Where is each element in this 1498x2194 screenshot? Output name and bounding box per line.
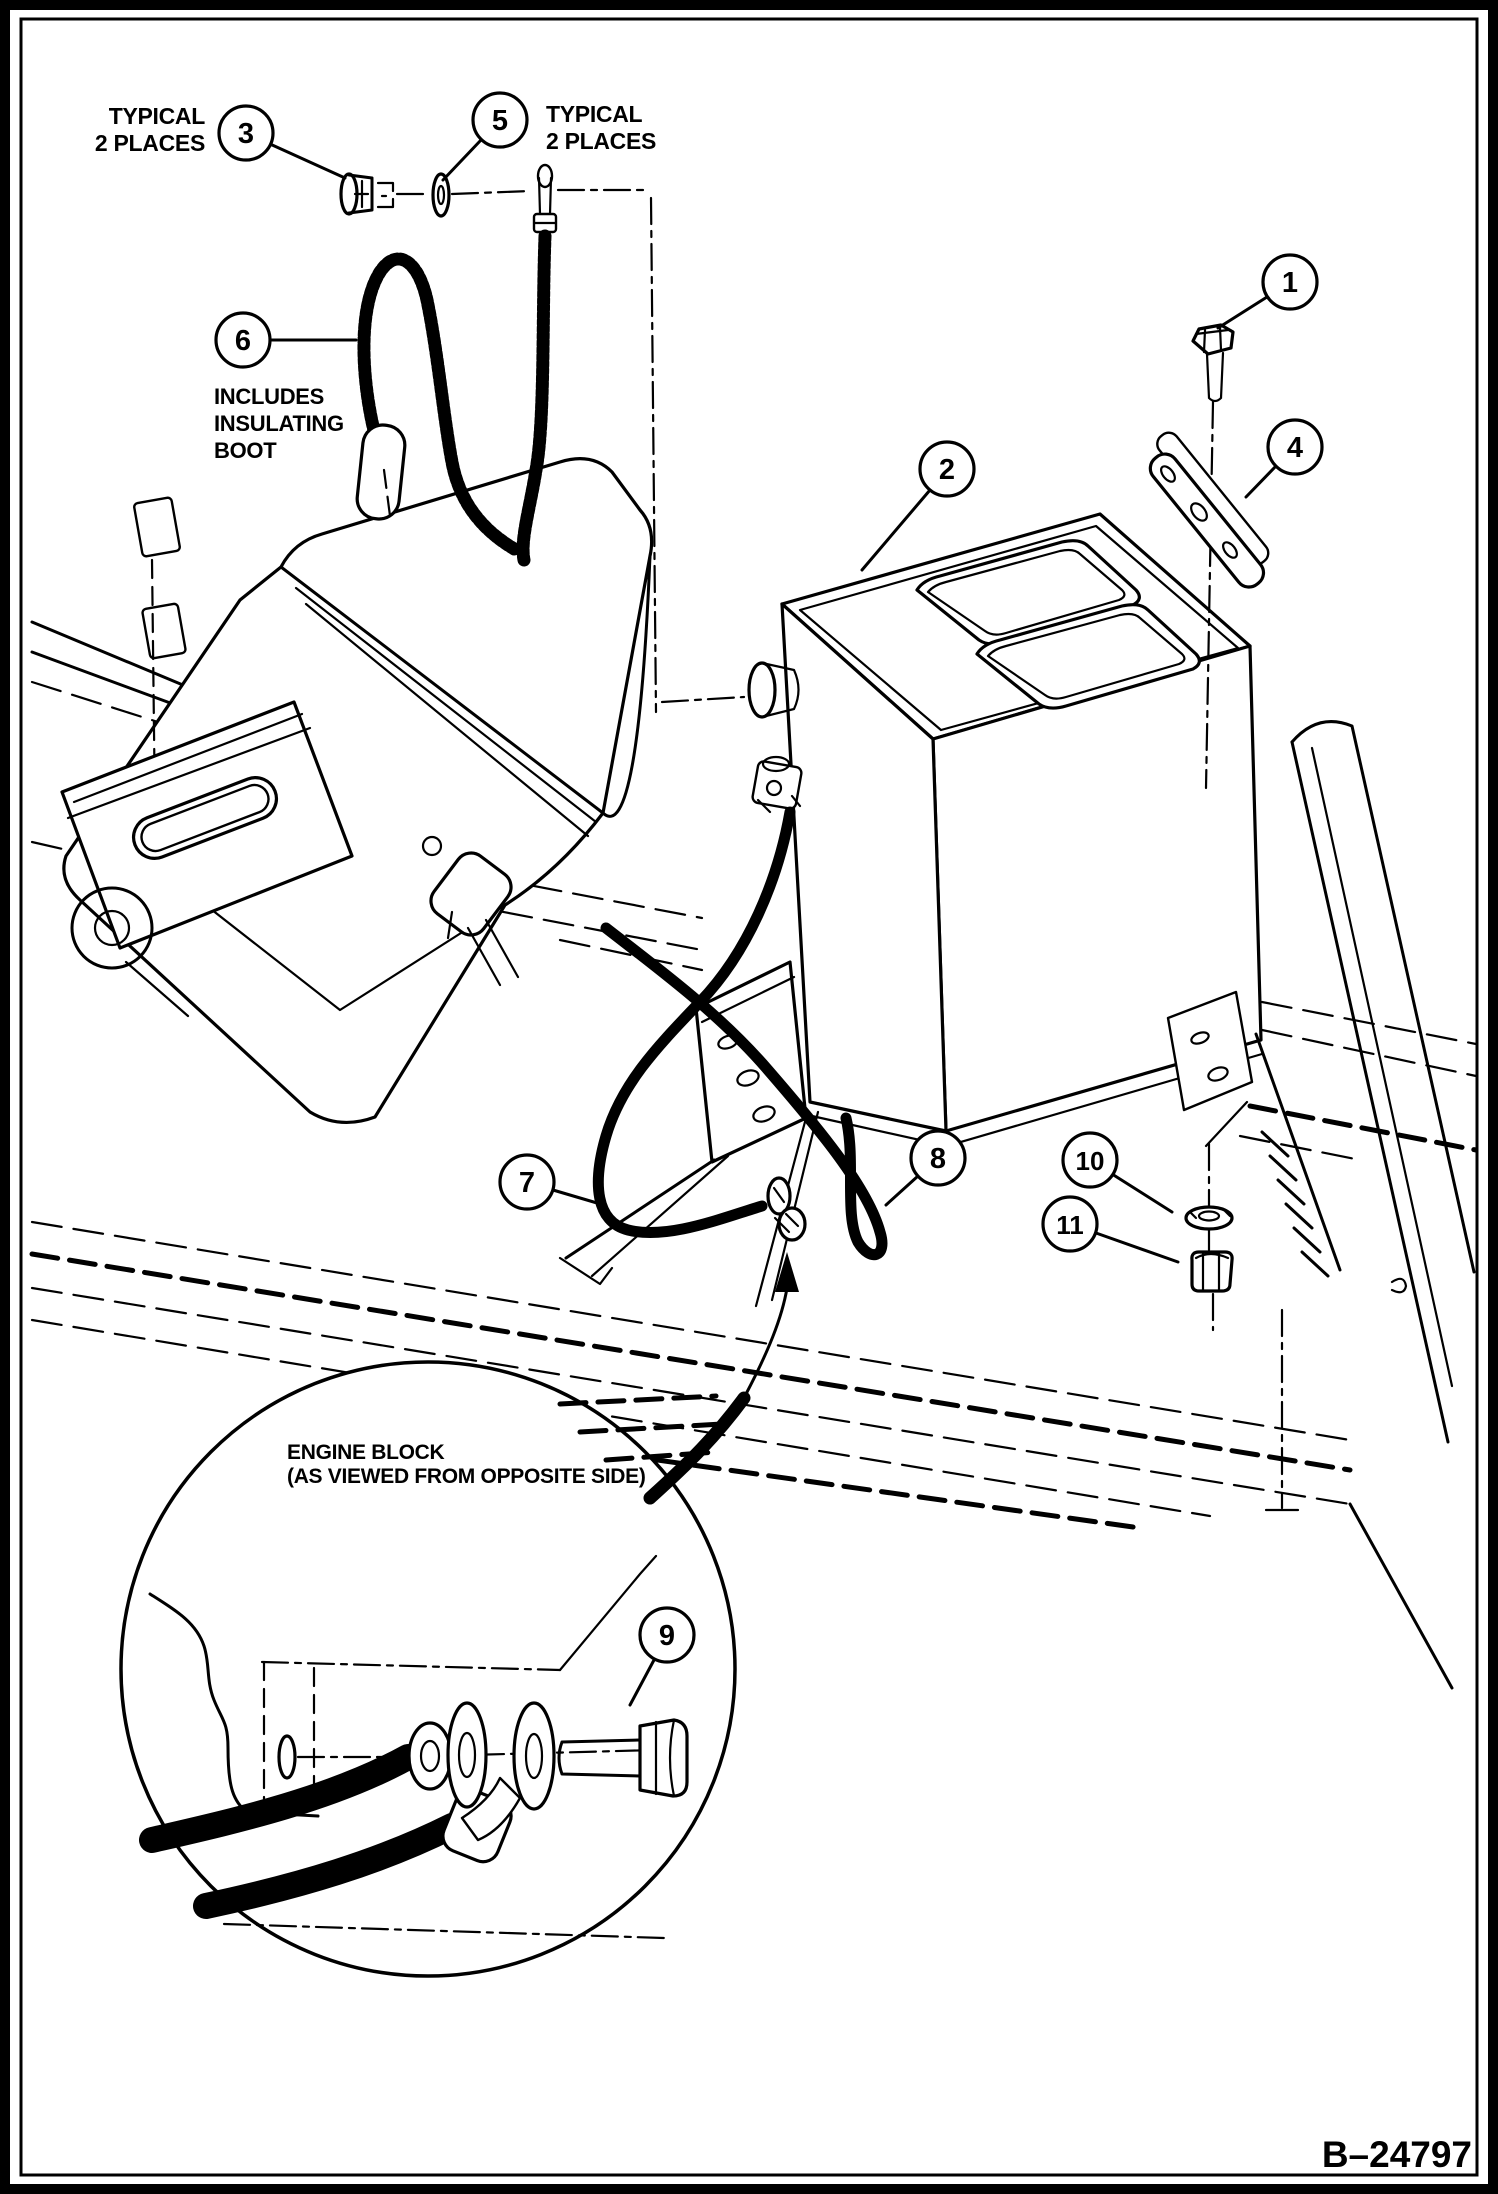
cable-to-arrow: [650, 1398, 744, 1498]
hold-down-bolt: [1193, 325, 1233, 401]
callout-7: [500, 1155, 597, 1209]
callout-1-number: 1: [1281, 267, 1299, 299]
callout-1: [1218, 255, 1317, 328]
callout-2-number: 2: [938, 454, 956, 486]
callout-8-number: 8: [929, 1143, 947, 1175]
note-typical-left-line1: TYPICAL: [108, 103, 205, 129]
note-engine-block-line1: ENGINE BLOCK: [287, 1441, 445, 1464]
washer-5: [433, 174, 449, 216]
clip: [1392, 1279, 1406, 1292]
note-typical-right-line1: TYPICAL: [546, 101, 643, 127]
note-typical-right-line2: 2 PLACES: [546, 128, 657, 154]
callout-6-number: 6: [234, 325, 252, 357]
note-typical-left-line2: 2 PLACES: [94, 130, 205, 156]
cable-6-terminal: [534, 165, 556, 232]
callout-6: [216, 313, 356, 367]
note-boot-line3: BOOT: [214, 438, 277, 463]
drawing-number: B–24797: [1321, 2134, 1472, 2175]
terminal-clamp-3: [341, 174, 393, 214]
callout-5-number: 5: [491, 105, 509, 137]
callout-10-number: 10: [1075, 1146, 1105, 1176]
hold-down-bracket: [1145, 429, 1272, 593]
star-washer: [448, 1703, 486, 1807]
callout-11-number: 11: [1056, 1210, 1084, 1240]
note-boot-line1: INCLUDES: [214, 384, 325, 409]
callout-4-number: 4: [1286, 432, 1304, 464]
callout-4: [1246, 420, 1322, 497]
engine-block-detail: [121, 1252, 799, 1976]
washer-and-nut: [1186, 1102, 1298, 1510]
callout-8: [886, 1131, 965, 1205]
callout-7-number: 7: [518, 1167, 536, 1199]
flat-washer-10: [1186, 1207, 1232, 1229]
hex-nut-11: [1192, 1252, 1232, 1291]
callout-3-number: 3: [237, 118, 255, 150]
note-boot-line2: INSULATING: [214, 411, 344, 436]
callout-2: [862, 442, 974, 570]
callout-3: [219, 106, 345, 178]
ring-terminal-boss: [409, 1723, 451, 1789]
callout-5: [443, 93, 527, 180]
callout-11: [1043, 1197, 1178, 1262]
insulating-boot: [355, 423, 407, 521]
callout-9-number: 9: [658, 1620, 676, 1652]
note-engine-block-line2: (AS VIEWED FROM OPPOSITE SIDE): [287, 1465, 646, 1488]
